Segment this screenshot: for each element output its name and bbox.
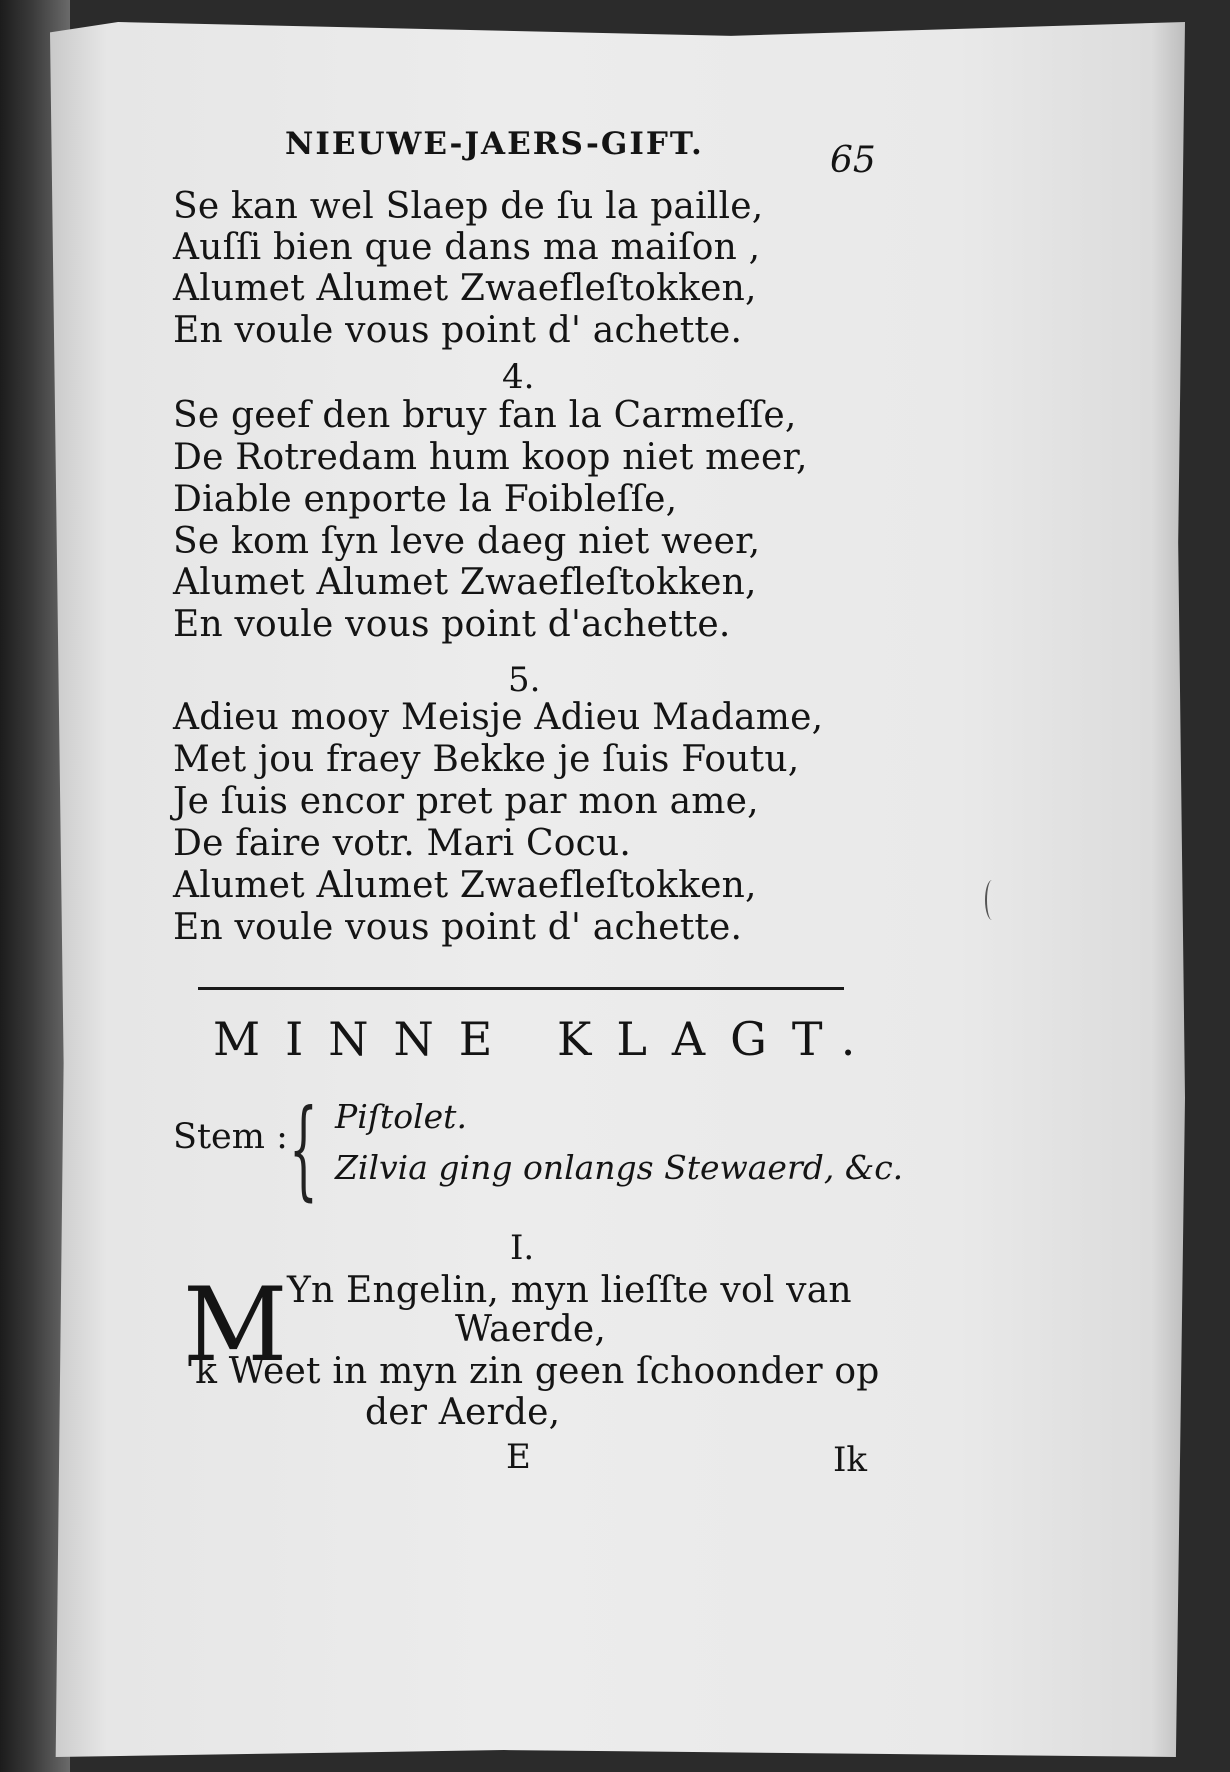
song-title: MINNE KLAGT. <box>213 1012 881 1066</box>
drop-cap: M <box>183 1266 288 1385</box>
verse-line: En voule vous point d' achette. <box>173 310 743 351</box>
verse-line: De Rotredam hum koop niet meer, <box>173 437 808 478</box>
verse-line: Alumet Alumet Zwaefleſtokken, <box>173 562 757 603</box>
verse-line: Auſſi bien que dans ma maiſon , <box>173 227 761 268</box>
tune-name: Piſtolet. <box>335 1097 467 1136</box>
verse-line: De faire votr. Mari Cocu. <box>173 823 631 864</box>
verse-line: En voule vous point d'achette. <box>173 604 731 645</box>
verse-line: Se kom ſyn leve daeg niet weer, <box>173 521 761 562</box>
verse-line: Je ſuis encor pret par mon ame, <box>173 781 759 822</box>
pencil-mark <box>985 880 999 920</box>
verse-line: Yn Engelin, myn lieſſte vol van <box>287 1270 852 1311</box>
signature-mark: E <box>506 1437 531 1477</box>
verse-line: 'k Weet in myn zin geen ſchoonder op <box>185 1351 880 1392</box>
catchword: Ik <box>833 1440 868 1480</box>
verse-line: Alumet Alumet Zwaefleſtokken, <box>173 268 757 309</box>
stanza-number: 5. <box>508 660 541 700</box>
running-title: NIEUWE-JAERS-GIFT. <box>285 126 704 162</box>
stanza-number: 4. <box>502 357 535 397</box>
verse-line: Alumet Alumet Zwaefleſtokken, <box>173 865 757 906</box>
page-number: 65 <box>830 140 876 181</box>
verse-line: Diable enporte la Foibleſſe, <box>173 479 678 520</box>
verse-line: der Aerde, <box>365 1392 561 1433</box>
tune-label: Stem : <box>173 1117 288 1157</box>
verse-line: Se kan wel Slaep de ſu la paille, <box>173 186 764 227</box>
tune-name: Zilvia ging onlangs Stewaerd, &c. <box>335 1148 904 1187</box>
verse-line: Adieu mooy Meisje Adieu Madame, <box>173 697 824 738</box>
verse-line: En voule vous point d' achette. <box>173 907 743 948</box>
curly-brace-icon: { <box>289 1087 318 1212</box>
section-divider <box>198 987 844 990</box>
verse-line: Met jou fraey Bekke je ſuis Foutu, <box>173 739 800 780</box>
verse-line: Se geef den bruy fan la Carmeſſe, <box>173 395 797 436</box>
verse-line: Waerde, <box>455 1309 607 1350</box>
verse-number: I. <box>510 1228 535 1268</box>
